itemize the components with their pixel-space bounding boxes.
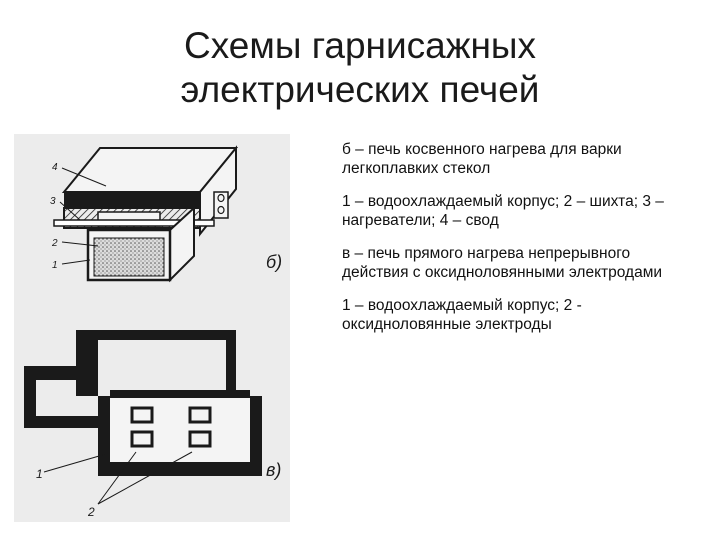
vault-front xyxy=(64,192,200,208)
description-column xyxy=(342,140,692,348)
slide-title xyxy=(0,24,720,112)
label-top-4: 4 xyxy=(52,162,58,173)
label-bottom-1: 1 xyxy=(36,467,43,481)
title-line-1: Схемы гарнисажных xyxy=(184,25,536,66)
description-furnace-b: б – печь косвенного нагрева для варки легкоплавких стекол xyxy=(342,141,622,177)
label-b: б) xyxy=(266,252,283,272)
electrode-1 xyxy=(132,408,152,422)
crown-right xyxy=(226,330,236,390)
furnace-schematics-figure xyxy=(14,134,290,522)
description-furnace-v: в – печь прямого нагрева непрерывного действия с оксидноловянными электродами xyxy=(342,245,663,281)
legend-furnace-v: 1 – водоохлаждаемый корпус; 2 - оксидноловянные электроды xyxy=(342,297,582,333)
label-bottom-2: 2 xyxy=(88,505,95,519)
label-top-3: 3 xyxy=(50,196,56,207)
chamber-inner xyxy=(110,396,250,462)
label-top-1: 1 xyxy=(52,260,58,271)
chimney xyxy=(76,330,98,396)
drain-pipe xyxy=(98,462,110,474)
end-plate xyxy=(214,192,228,218)
electrode-2 xyxy=(190,408,210,422)
electrode-3 xyxy=(132,432,152,446)
title-line-2: электрических печей xyxy=(180,69,540,110)
charge-fill xyxy=(94,238,164,276)
legend-furnace-b: 1 – водоохлаждаемый корпус; 2 – шихта; 3 – нагреватели; 4 – свод xyxy=(342,193,664,229)
furnace-drawing xyxy=(14,134,290,522)
label-top-2: 2 xyxy=(52,238,58,249)
feeder-bottom-arm xyxy=(24,416,104,428)
label-v: в) xyxy=(266,460,282,480)
furnace-b-drawing xyxy=(54,148,236,280)
chamber-cover xyxy=(110,390,250,398)
crown-outer xyxy=(98,330,236,340)
electrode-4 xyxy=(190,432,210,446)
furnace-v-drawing xyxy=(24,330,262,504)
